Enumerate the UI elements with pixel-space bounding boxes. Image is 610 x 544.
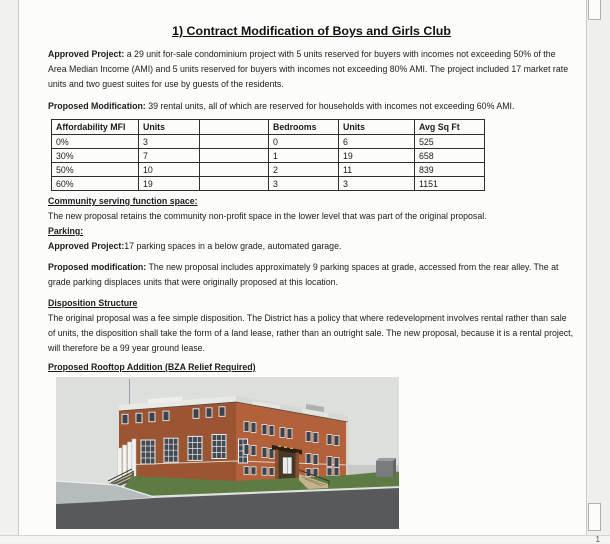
table-header-cell [200,120,269,135]
page-content [48,0,575,529]
table-cell [200,177,269,191]
approved-project-text: a 29 unit for-sale condominium project with 5 units reserved for buyers with incomes not exceeding 50% of the Area Median Income (AMI) and 5 units reserved for buyers with incomes not exceeding 80% AMI. The project included 17 market rate units and two guest suites for use by guests of the residents. [48,49,569,89]
building-entrance [272,445,302,480]
document-title: 1) Contract Modification of Boys and Girls Club [172,24,451,38]
paragraph-disposition: The original proposal was a fee simple disposition. The District has a policy that where redevelopment involves rental rather than sale of units, the disposition shall take the form of a land lease, rather than an outright sale. The new proposal, because it is a rental project, will therefore be a 99 year ground lease. [48,313,574,353]
table-header-cell: Bedrooms [269,120,339,135]
page-number: 1 [595,535,600,544]
proposed-modification-text: 39 rental units, all of which are reserved for households with incomes not exceeding 60% AMI. [145,101,515,111]
table-header-row [52,120,485,135]
table-cell: 0% [52,135,139,149]
paragraph-proposed-modification [48,99,575,114]
paragraph-parking-modification [48,260,575,290]
table-header-cell: Units [339,120,415,135]
paragraph-community-space: The new proposal retains the community non-profit space in the lower level that was part of the original proposal. [48,211,487,221]
approved-project-label: Approved Project: [48,49,125,59]
utility-box [376,458,396,477]
table-cell: 525 [415,135,485,149]
table-cell: 60% [52,177,139,191]
scrollbar-lower-button[interactable] [588,503,601,531]
scrollbar-thumb[interactable] [588,0,601,20]
heading-community-space: Community serving function space: [48,196,198,206]
building-rendering-image [56,377,399,529]
paragraph-approved-project [48,47,575,92]
table-cell [200,135,269,149]
paragraph-parking-approved [48,239,575,254]
document-page [18,0,587,535]
building-rendering-svg [56,377,399,529]
table-cell: 50% [52,163,139,177]
parking-modification-label: Proposed modification: [48,262,147,272]
parking-modification-text: The new proposal includes approximately 9 parking spaces at grade, accessed from the rear alley. The at grade parking displaces units that were originally proposed at this location. [48,262,559,287]
table-cell [200,163,269,177]
table-cell: 3 [139,135,200,149]
table-cell: 19 [339,149,415,163]
table-cell: 10 [139,163,200,177]
table-cell: 19 [139,177,200,191]
table-header-cell: Affordability MFI [52,120,139,135]
table-cell: 1151 [415,177,485,191]
table-cell: 1 [269,149,339,163]
status-bar [0,535,610,543]
table-cell: 3 [269,177,339,191]
building [119,396,349,483]
table-cell: 6 [339,135,415,149]
table-cell: 7 [139,149,200,163]
table-cell: 2 [269,163,339,177]
table-row [52,149,485,163]
affordability-table [51,119,485,191]
parking-approved-text: 17 parking spaces in a below grade, automated garage. [124,241,342,251]
parking-approved-label: Approved Project: [48,241,125,251]
table-header-cell: Units [139,120,200,135]
table-row [52,163,485,177]
table-header-cell: Avg Sq Ft [415,120,485,135]
table-cell: 658 [415,149,485,163]
heading-disposition: Disposition Structure [48,298,138,308]
table-row [52,135,485,149]
table-cell: 839 [415,163,485,177]
table-cell: 11 [339,163,415,177]
vertical-scrollbar[interactable] [588,0,610,535]
table-cell: 30% [52,149,139,163]
table-cell [200,149,269,163]
table-row [52,177,485,191]
table-cell: 0 [269,135,339,149]
heading-parking: Parking: [48,226,84,236]
table-cell: 3 [339,177,415,191]
heading-rooftop-addition: Proposed Rooftop Addition (BZA Relief Required) [48,362,256,372]
proposed-modification-label: Proposed Modification: [48,101,146,111]
